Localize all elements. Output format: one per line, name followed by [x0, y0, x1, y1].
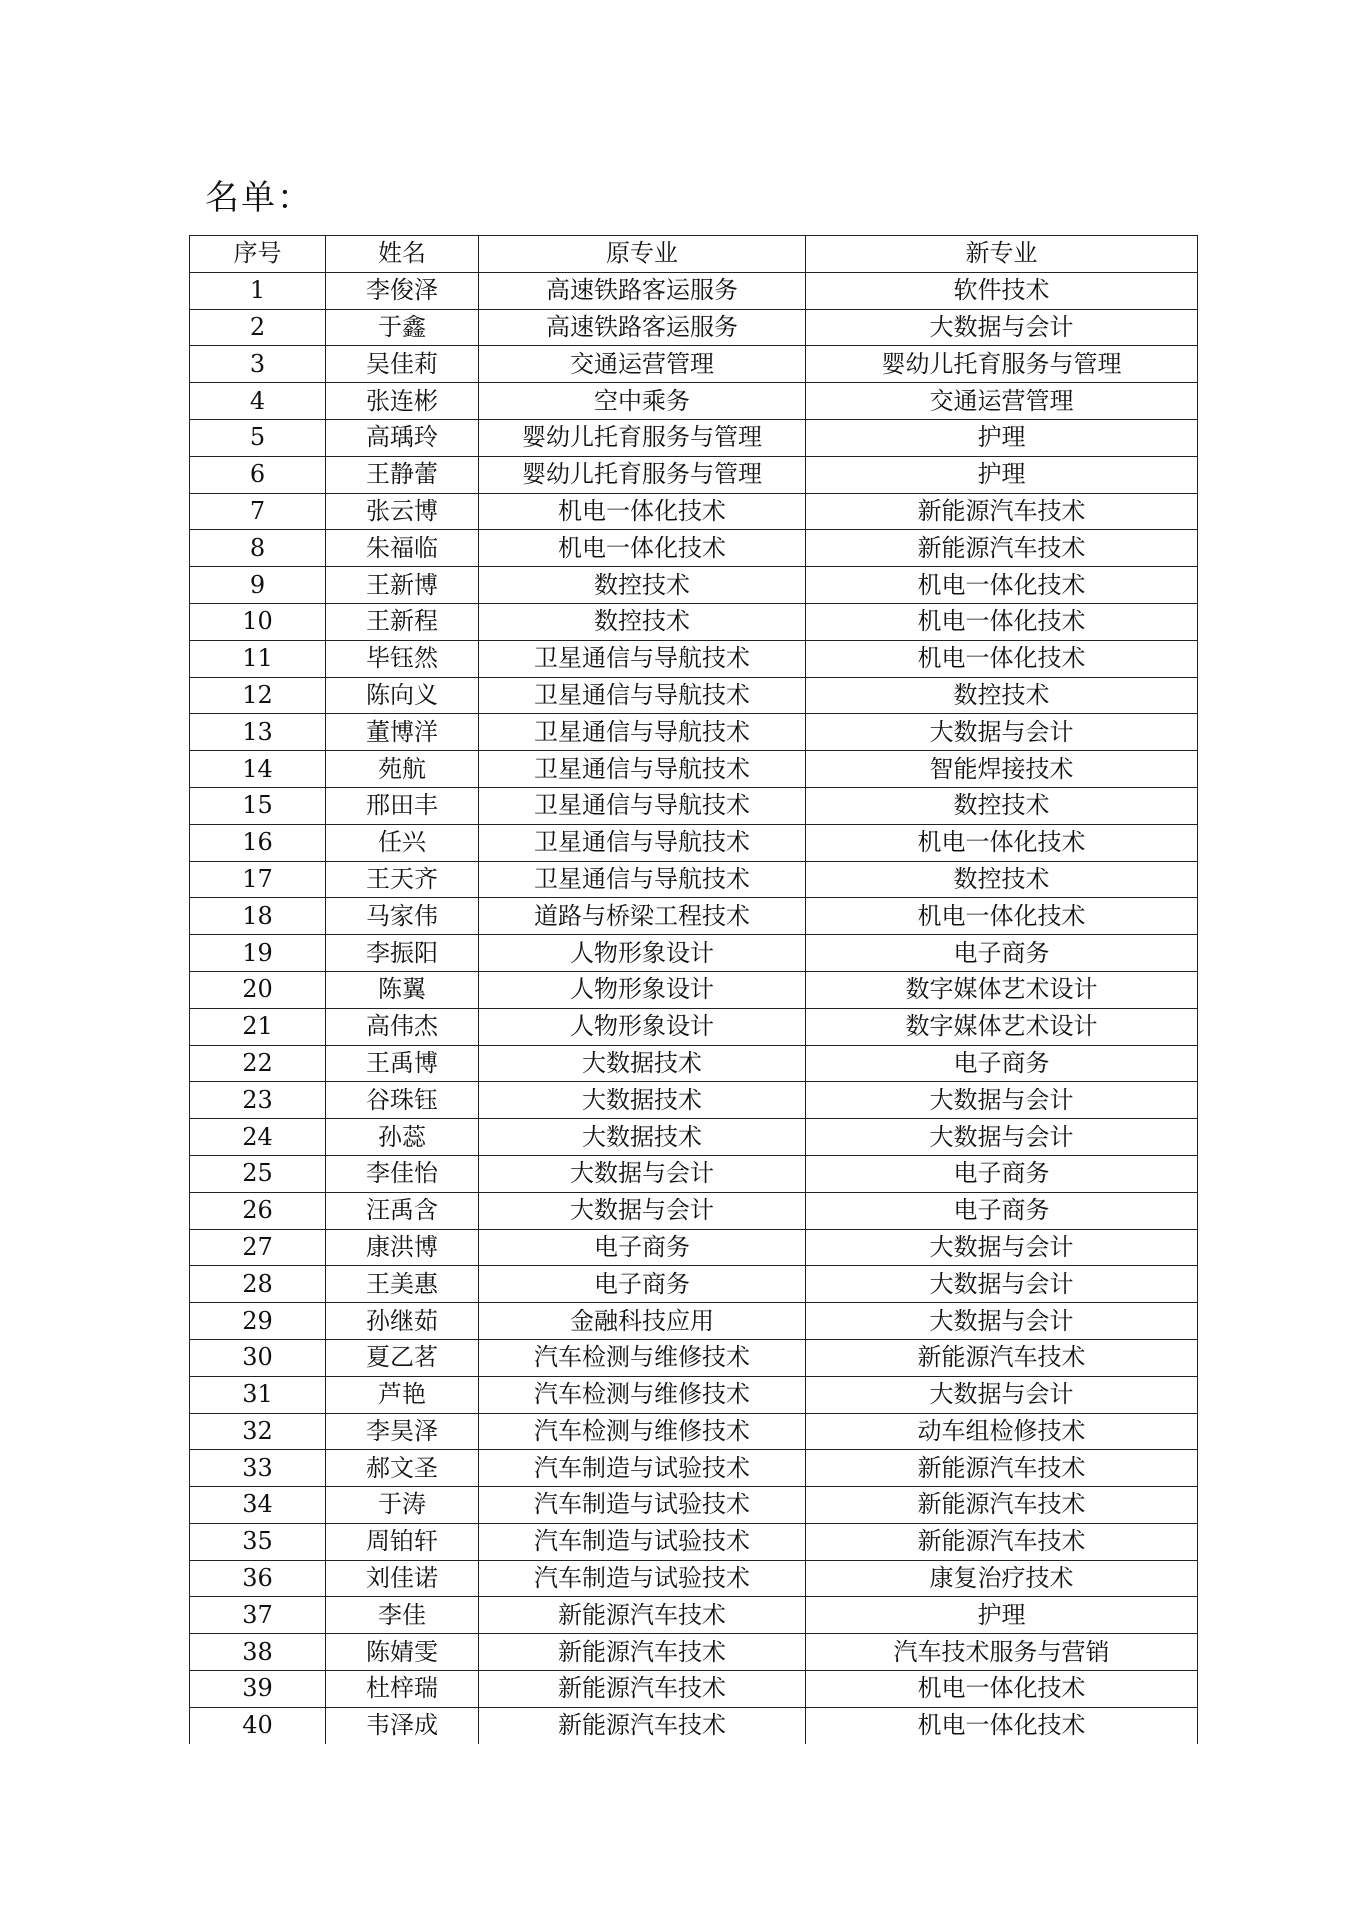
cell-old-major: 电子商务: [479, 1229, 806, 1266]
cell-new-major: 新能源汽车技术: [806, 493, 1198, 530]
cell-name: 朱福临: [326, 530, 479, 567]
cell-no: 33: [190, 1450, 326, 1487]
cell-name: 夏乙茗: [326, 1339, 479, 1376]
table-row: [190, 1413, 1198, 1450]
cell-old-major: 新能源汽车技术: [479, 1634, 806, 1671]
table-row: [190, 971, 1198, 1008]
cell-new-major: 动车组检修技术: [806, 1413, 1198, 1450]
cell-new-major: 大数据与会计: [806, 1266, 1198, 1303]
cell-name: 任兴: [326, 824, 479, 861]
table-row: [190, 1339, 1198, 1376]
cell-new-major: 机电一体化技术: [806, 603, 1198, 640]
cell-new-major: 数控技术: [806, 677, 1198, 714]
cell-name: 苑航: [326, 751, 479, 788]
table-row: [190, 898, 1198, 935]
cell-new-major: 大数据与会计: [806, 1303, 1198, 1340]
cell-new-major: 大数据与会计: [806, 1119, 1198, 1156]
cell-no: 25: [190, 1155, 326, 1192]
table-row: [190, 1487, 1198, 1524]
cell-name: 杜梓瑞: [326, 1671, 479, 1708]
cell-old-major: 新能源汽车技术: [479, 1707, 806, 1743]
cell-name: 韦泽成: [326, 1707, 479, 1743]
cell-old-major: 汽车制造与试验技术: [479, 1523, 806, 1560]
cell-new-major: 护理: [806, 419, 1198, 456]
cell-no: 28: [190, 1266, 326, 1303]
cell-no: 4: [190, 383, 326, 420]
cell-no: 21: [190, 1008, 326, 1045]
cell-name: 谷珠钰: [326, 1082, 479, 1119]
cell-name: 高瑀玲: [326, 419, 479, 456]
cell-new-major: 护理: [806, 456, 1198, 493]
cell-no: 2: [190, 309, 326, 346]
cell-name: 王新博: [326, 567, 479, 604]
cell-no: 16: [190, 824, 326, 861]
cell-name: 孙蕊: [326, 1119, 479, 1156]
cell-old-major: 汽车检测与维修技术: [479, 1413, 806, 1450]
cell-name: 高伟杰: [326, 1008, 479, 1045]
cell-old-major: 人物形象设计: [479, 971, 806, 1008]
cell-no: 40: [190, 1707, 326, 1743]
cell-name: 芦艳: [326, 1376, 479, 1413]
table-row: [190, 1671, 1198, 1708]
cell-new-major: 电子商务: [806, 935, 1198, 972]
cell-no: 15: [190, 787, 326, 824]
table-row: [190, 1119, 1198, 1156]
cell-no: 8: [190, 530, 326, 567]
cell-new-major: 大数据与会计: [806, 714, 1198, 751]
cell-no: 20: [190, 971, 326, 1008]
table-row: [190, 272, 1198, 309]
cell-name: 于涛: [326, 1487, 479, 1524]
cell-old-major: 婴幼儿托育服务与管理: [479, 456, 806, 493]
cell-no: 23: [190, 1082, 326, 1119]
table-row: [190, 346, 1198, 383]
table-header-row: [190, 236, 1198, 273]
table-row: [190, 751, 1198, 788]
table-row: [190, 1229, 1198, 1266]
table-row: [190, 1008, 1198, 1045]
cell-name: 李佳: [326, 1597, 479, 1634]
header-no: 序号: [190, 236, 326, 273]
table-row: [190, 309, 1198, 346]
cell-name: 陈翼: [326, 971, 479, 1008]
cell-new-major: 数控技术: [806, 861, 1198, 898]
cell-new-major: 机电一体化技术: [806, 567, 1198, 604]
cell-no: 11: [190, 640, 326, 677]
cell-new-major: 电子商务: [806, 1045, 1198, 1082]
cell-new-major: 大数据与会计: [806, 1376, 1198, 1413]
cell-no: 1: [190, 272, 326, 309]
cell-no: 13: [190, 714, 326, 751]
cell-no: 38: [190, 1634, 326, 1671]
cell-new-major: 机电一体化技术: [806, 1671, 1198, 1708]
cell-old-major: 大数据技术: [479, 1119, 806, 1156]
cell-no: 12: [190, 677, 326, 714]
cell-old-major: 婴幼儿托育服务与管理: [479, 419, 806, 456]
cell-new-major: 大数据与会计: [806, 1082, 1198, 1119]
cell-name: 王静蕾: [326, 456, 479, 493]
cell-no: 6: [190, 456, 326, 493]
cell-new-major: 护理: [806, 1597, 1198, 1634]
cell-old-major: 新能源汽车技术: [479, 1671, 806, 1708]
cell-new-major: 新能源汽车技术: [806, 1450, 1198, 1487]
cell-name: 王天齐: [326, 861, 479, 898]
cell-new-major: 机电一体化技术: [806, 824, 1198, 861]
cell-name: 于鑫: [326, 309, 479, 346]
cell-old-major: 数控技术: [479, 567, 806, 604]
table-row: [190, 640, 1198, 677]
cell-old-major: 机电一体化技术: [479, 493, 806, 530]
cell-old-major: 汽车检测与维修技术: [479, 1339, 806, 1376]
table-row: [190, 935, 1198, 972]
table-row: [190, 603, 1198, 640]
cell-old-major: 汽车检测与维修技术: [479, 1376, 806, 1413]
cell-old-major: 大数据与会计: [479, 1192, 806, 1229]
cell-no: 14: [190, 751, 326, 788]
table-row: [190, 383, 1198, 420]
cell-old-major: 高速铁路客运服务: [479, 309, 806, 346]
cell-old-major: 空中乘务: [479, 383, 806, 420]
cell-name: 刘佳诺: [326, 1560, 479, 1597]
table-row: [190, 1376, 1198, 1413]
cell-name: 吴佳莉: [326, 346, 479, 383]
cell-old-major: 卫星通信与导航技术: [479, 824, 806, 861]
cell-old-major: 卫星通信与导航技术: [479, 787, 806, 824]
cell-new-major: 新能源汽车技术: [806, 1487, 1198, 1524]
cell-no: 19: [190, 935, 326, 972]
table-row: [190, 1192, 1198, 1229]
cell-no: 26: [190, 1192, 326, 1229]
cell-old-major: 机电一体化技术: [479, 530, 806, 567]
table-row: [190, 567, 1198, 604]
cell-no: 30: [190, 1339, 326, 1376]
table-row: [190, 787, 1198, 824]
cell-new-major: 机电一体化技术: [806, 1707, 1198, 1743]
cell-old-major: 道路与桥梁工程技术: [479, 898, 806, 935]
cell-no: 17: [190, 861, 326, 898]
cell-old-major: 汽车制造与试验技术: [479, 1487, 806, 1524]
cell-old-major: 卫星通信与导航技术: [479, 640, 806, 677]
cell-new-major: 电子商务: [806, 1192, 1198, 1229]
cell-name: 王美惠: [326, 1266, 479, 1303]
header-name: 姓名: [326, 236, 479, 273]
cell-old-major: 金融科技应用: [479, 1303, 806, 1340]
table-row: [190, 456, 1198, 493]
cell-old-major: 卫星通信与导航技术: [479, 751, 806, 788]
cell-name: 王禹博: [326, 1045, 479, 1082]
cell-old-major: 交通运营管理: [479, 346, 806, 383]
cell-old-major: 新能源汽车技术: [479, 1597, 806, 1634]
cell-new-major: 大数据与会计: [806, 1229, 1198, 1266]
cell-new-major: 康复治疗技术: [806, 1560, 1198, 1597]
cell-old-major: 卫星通信与导航技术: [479, 677, 806, 714]
cell-new-major: 智能焊接技术: [806, 751, 1198, 788]
cell-new-major: 数字媒体艺术设计: [806, 1008, 1198, 1045]
page-title: 名单：: [205, 178, 313, 218]
cell-old-major: 数控技术: [479, 603, 806, 640]
table-row: [190, 1155, 1198, 1192]
cell-old-major: 人物形象设计: [479, 935, 806, 972]
table-row: [190, 677, 1198, 714]
cell-name: 孙继茹: [326, 1303, 479, 1340]
table-row: [190, 714, 1198, 751]
cell-no: 10: [190, 603, 326, 640]
table-row: [190, 861, 1198, 898]
cell-no: 18: [190, 898, 326, 935]
roster-body: [190, 272, 1198, 1743]
cell-new-major: 汽车技术服务与营销: [806, 1634, 1198, 1671]
cell-new-major: 新能源汽车技术: [806, 1339, 1198, 1376]
cell-old-major: 大数据技术: [479, 1082, 806, 1119]
table-row: [190, 419, 1198, 456]
cell-no: 29: [190, 1303, 326, 1340]
table-row: [190, 1634, 1198, 1671]
cell-no: 24: [190, 1119, 326, 1156]
header-new-major: 新专业: [806, 236, 1198, 273]
cell-name: 张连彬: [326, 383, 479, 420]
table-row: [190, 1045, 1198, 1082]
cell-old-major: 电子商务: [479, 1266, 806, 1303]
cell-name: 康洪博: [326, 1229, 479, 1266]
cell-new-major: 大数据与会计: [806, 309, 1198, 346]
cell-old-major: 人物形象设计: [479, 1008, 806, 1045]
table-row: [190, 1450, 1198, 1487]
table-row: [190, 824, 1198, 861]
cell-no: 27: [190, 1229, 326, 1266]
cell-no: 36: [190, 1560, 326, 1597]
roster-table: [189, 235, 1198, 1744]
cell-name: 马家伟: [326, 898, 479, 935]
cell-no: 5: [190, 419, 326, 456]
cell-name: 毕钰然: [326, 640, 479, 677]
cell-old-major: 大数据与会计: [479, 1155, 806, 1192]
cell-new-major: 数控技术: [806, 787, 1198, 824]
cell-new-major: 交通运营管理: [806, 383, 1198, 420]
cell-no: 7: [190, 493, 326, 530]
cell-old-major: 汽车制造与试验技术: [479, 1450, 806, 1487]
cell-name: 李佳怡: [326, 1155, 479, 1192]
cell-new-major: 机电一体化技术: [806, 898, 1198, 935]
cell-no: 31: [190, 1376, 326, 1413]
table-row: [190, 530, 1198, 567]
cell-no: 37: [190, 1597, 326, 1634]
cell-no: 39: [190, 1671, 326, 1708]
cell-new-major: 新能源汽车技术: [806, 530, 1198, 567]
cell-name: 董博洋: [326, 714, 479, 751]
cell-old-major: 卫星通信与导航技术: [479, 861, 806, 898]
cell-name: 李振阳: [326, 935, 479, 972]
cell-no: 3: [190, 346, 326, 383]
cell-name: 李昊泽: [326, 1413, 479, 1450]
cell-new-major: 软件技术: [806, 272, 1198, 309]
table-row: [190, 1597, 1198, 1634]
cell-name: 王新程: [326, 603, 479, 640]
cell-no: 32: [190, 1413, 326, 1450]
cell-name: 邢田丰: [326, 787, 479, 824]
cell-new-major: 婴幼儿托育服务与管理: [806, 346, 1198, 383]
cell-name: 李俊泽: [326, 272, 479, 309]
cell-old-major: 汽车制造与试验技术: [479, 1560, 806, 1597]
cell-old-major: 卫星通信与导航技术: [479, 714, 806, 751]
cell-no: 9: [190, 567, 326, 604]
cell-old-major: 高速铁路客运服务: [479, 272, 806, 309]
cell-name: 陈婧雯: [326, 1634, 479, 1671]
cell-new-major: 数字媒体艺术设计: [806, 971, 1198, 1008]
table-row: [190, 493, 1198, 530]
cell-name: 周铂轩: [326, 1523, 479, 1560]
cell-new-major: 机电一体化技术: [806, 640, 1198, 677]
cell-no: 35: [190, 1523, 326, 1560]
cell-new-major: 新能源汽车技术: [806, 1523, 1198, 1560]
cell-name: 陈向义: [326, 677, 479, 714]
cell-name: 汪禹含: [326, 1192, 479, 1229]
cell-new-major: 电子商务: [806, 1155, 1198, 1192]
header-old-major: 原专业: [479, 236, 806, 273]
cell-old-major: 大数据技术: [479, 1045, 806, 1082]
table-row: [190, 1303, 1198, 1340]
table-row: [190, 1560, 1198, 1597]
cell-no: 34: [190, 1487, 326, 1524]
table-row: [190, 1523, 1198, 1560]
table-row: [190, 1707, 1198, 1743]
cell-no: 22: [190, 1045, 326, 1082]
table-row: [190, 1266, 1198, 1303]
cell-name: 郝文圣: [326, 1450, 479, 1487]
cell-name: 张云博: [326, 493, 479, 530]
table-row: [190, 1082, 1198, 1119]
